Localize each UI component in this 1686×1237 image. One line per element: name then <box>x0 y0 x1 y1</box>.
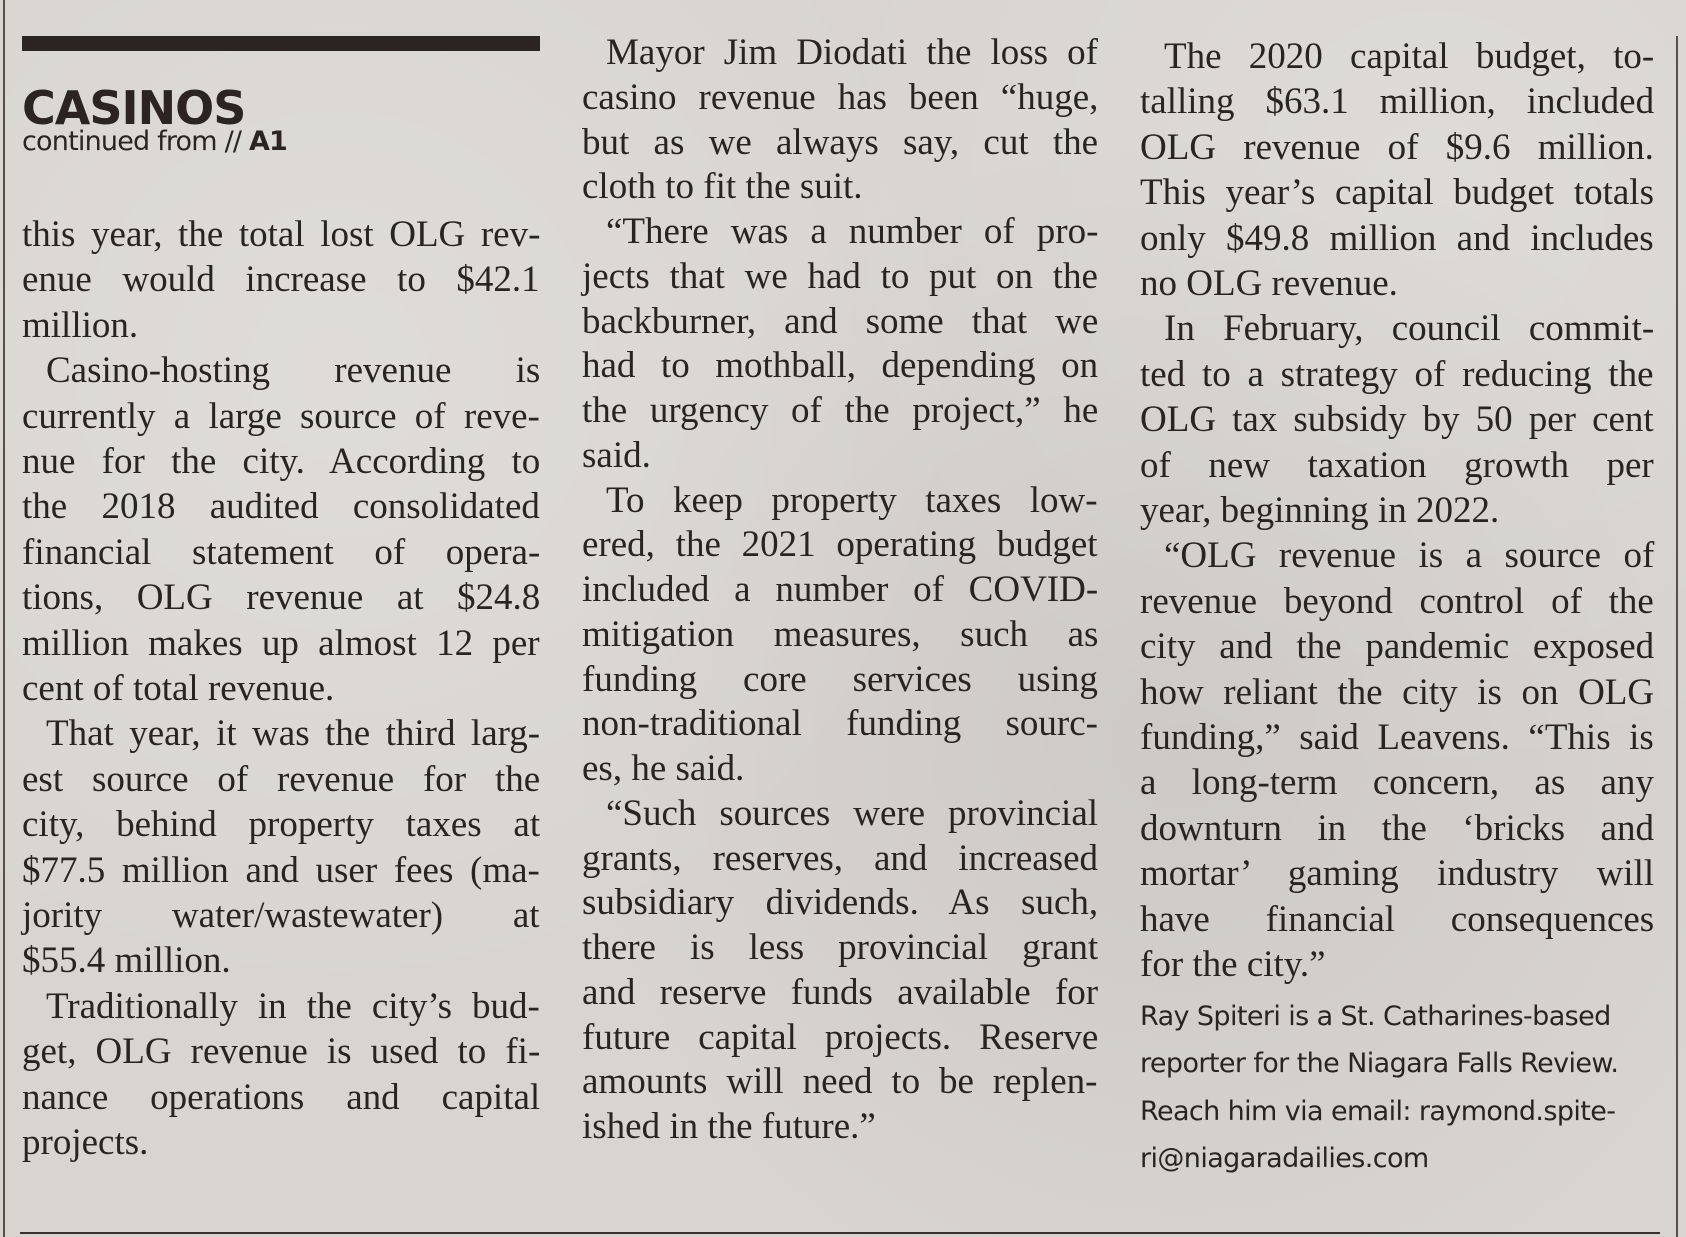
text-line <box>1140 533 1678 578</box>
text-line <box>1140 306 1678 351</box>
text-line <box>582 1059 1098 1104</box>
text-line-content: for the city.” <box>1140 944 1326 985</box>
text-line <box>22 893 540 938</box>
jump-prefix: continued from <box>22 126 217 157</box>
text-line-content: included a number of COVID- <box>582 569 1099 610</box>
text-line <box>582 433 1098 478</box>
bio-line <box>1140 1040 1654 1087</box>
text-line <box>582 1015 1098 1060</box>
text-line-content: jects that we had to put on the <box>582 255 1098 297</box>
text-line-content: “There was a number of pro- <box>606 211 1099 252</box>
text-line <box>582 970 1098 1015</box>
text-line <box>582 522 1098 567</box>
text-line <box>582 254 1098 299</box>
text-line <box>22 575 540 620</box>
text-line-content: cent of total revenue. <box>22 668 335 709</box>
bio-line <box>1140 1088 1654 1135</box>
text-line-content: projects. <box>22 1122 149 1163</box>
text-line <box>1140 670 1654 715</box>
text-line <box>22 394 540 439</box>
text-line-content: city and the pandemic exposed <box>1140 626 1655 668</box>
text-line-content: “Such sources were provincial <box>606 792 1099 834</box>
text-line <box>22 984 564 1029</box>
text-line <box>582 836 1098 881</box>
text-line-content: That year, it was the third larg- <box>46 713 541 755</box>
jump-line <box>22 124 287 160</box>
text-line <box>1140 34 1678 79</box>
text-line-content: This year’s capital budget totals <box>1140 172 1654 214</box>
text-line <box>582 164 1098 209</box>
text-line <box>22 848 540 893</box>
text-line-content: a long-term concern, as any <box>1140 762 1654 804</box>
text-line-content: nue for the city. According to <box>22 441 541 482</box>
text-line-content: said. <box>582 434 651 476</box>
right-border-rule <box>1676 36 1678 1237</box>
text-line-content: city, behind property taxes at <box>22 804 541 846</box>
text-line-content: have financial consequences <box>1140 898 1655 940</box>
text-line <box>1140 715 1654 760</box>
text-line <box>1140 397 1654 442</box>
text-line-content: ered, the 2021 operating budget <box>582 524 1098 566</box>
text-line-content: es, he said. <box>582 748 745 789</box>
text-line <box>22 711 564 756</box>
text-line-content: grants, reserves, and increased <box>582 837 1098 879</box>
text-line-content: backburner, and some that we <box>582 300 1099 342</box>
text-line-content: how reliant the city is on OLG <box>1140 671 1655 713</box>
text-line-content: there is less provincial grant <box>582 927 1099 968</box>
bottom-border-rule <box>20 1232 1660 1234</box>
text-line-content: Mayor Jim Diodati the loss of <box>606 32 1098 73</box>
text-line-content: revenue beyond control of the <box>1140 580 1654 622</box>
bio-line-content: Ray Spiteri is a St. Catharines-based <box>1140 1001 1611 1032</box>
text-line-content: and reserve funds available for <box>582 971 1099 1013</box>
text-line-content: this year, the total lost OLG rev- <box>22 214 541 255</box>
text-line <box>1140 443 1654 488</box>
text-line-content: talling $63.1 million, included <box>1140 81 1655 123</box>
text-line-content: mortar’ gaming industry will <box>1140 853 1655 895</box>
text-line-content: funding,” said Leavens. “This is <box>1140 717 1654 758</box>
text-line <box>1140 352 1654 397</box>
text-line <box>1140 488 1654 533</box>
text-line-content: funding core services using <box>582 658 1098 700</box>
text-line <box>582 925 1098 970</box>
text-line-content: To keep property taxes low- <box>606 479 1098 521</box>
text-line-content: OLG revenue of $9.6 million. <box>1140 126 1654 168</box>
text-line <box>22 1120 540 1165</box>
jump-separator: // <box>224 126 242 157</box>
text-line <box>1140 760 1654 805</box>
text-line <box>22 257 540 302</box>
text-line <box>582 478 1122 523</box>
text-line-content: financial statement of opera- <box>22 531 541 573</box>
text-line <box>22 303 540 348</box>
text-line-content: million. <box>22 304 139 346</box>
text-line <box>582 612 1098 657</box>
text-line <box>582 880 1098 925</box>
text-line <box>1140 261 1654 306</box>
text-line <box>22 757 540 802</box>
text-line <box>22 212 540 257</box>
text-line-content: the 2018 audited consolidated <box>22 486 540 528</box>
text-line-content: The 2020 capital budget, to- <box>1164 36 1655 77</box>
text-line <box>22 1075 540 1120</box>
text-line <box>582 567 1098 612</box>
text-line-content: $55.4 million. <box>22 940 231 982</box>
text-line <box>22 621 540 666</box>
left-border-rule <box>3 0 5 1237</box>
text-line <box>1140 806 1654 851</box>
bio-line-content: ri@niagaradailies.com <box>1140 1142 1429 1174</box>
text-line <box>22 439 540 484</box>
text-line-content: casino revenue has been “huge, <box>582 76 1099 118</box>
text-line <box>1140 897 1654 942</box>
text-line-content: the urgency of the project,” he <box>582 390 1099 431</box>
text-line-content: enue would increase to $42.1 <box>22 259 540 301</box>
text-line <box>1140 942 1654 987</box>
text-line-content: amounts will need to be replen- <box>582 1061 1098 1103</box>
text-line-content: but as we always say, cut the <box>582 121 1099 163</box>
text-line-content: Casino-hosting revenue is <box>46 350 541 392</box>
text-line <box>1140 79 1654 124</box>
bio-line <box>1140 993 1654 1040</box>
text-line <box>22 666 540 711</box>
text-line-content: downturn in the ‘bricks and <box>1140 807 1654 849</box>
text-line-content: of new taxation growth per <box>1140 444 1654 486</box>
text-line <box>1140 579 1654 624</box>
text-line <box>1140 624 1654 669</box>
text-line-content: only $49.8 million and includes <box>1140 217 1654 259</box>
bio-line-content: Reach him via email: raymond.spite- <box>1140 1095 1616 1127</box>
text-line-content: get, OLG revenue is used to fi- <box>22 1031 541 1073</box>
text-line <box>22 802 540 847</box>
text-line <box>22 1029 540 1074</box>
text-line-content: subsidiary dividends. As such, <box>582 882 1099 924</box>
text-line <box>22 484 540 529</box>
text-line-content: OLG tax subsidy by 50 per cent <box>1140 399 1654 441</box>
text-line-content: nance operations and capital <box>22 1076 541 1118</box>
text-line <box>582 791 1122 836</box>
text-line <box>582 209 1122 254</box>
text-line-content: mitigation measures, such as <box>582 613 1099 655</box>
text-line-content: Traditionally in the city’s bud- <box>46 985 540 1027</box>
text-line <box>22 530 540 575</box>
text-line <box>22 348 564 393</box>
text-line <box>582 657 1098 702</box>
text-line-content: non-traditional funding sourc- <box>582 703 1098 745</box>
text-line-content: ted to a strategy of reducing the <box>1140 353 1654 395</box>
section-kicker: CASINOS <box>22 81 246 135</box>
text-line <box>582 30 1122 75</box>
text-line-content: no OLG revenue. <box>1140 263 1398 304</box>
bio-line-content: reporter for the Niagara Falls Review. <box>1140 1048 1619 1080</box>
text-line <box>582 746 1098 791</box>
text-line <box>582 75 1098 120</box>
text-line <box>582 343 1098 388</box>
text-line <box>1140 851 1654 896</box>
text-line <box>1140 125 1654 170</box>
jump-page-ref: A1 <box>248 126 288 157</box>
text-line-content: had to mothball, depending on <box>582 345 1099 387</box>
text-line-content: cloth to fit the suit. <box>582 166 863 208</box>
text-line-content: $77.5 million and user fees (ma- <box>22 849 540 891</box>
text-line-content: currently a large source of reve- <box>22 395 540 437</box>
text-line <box>582 388 1098 433</box>
text-line-content: year, beginning in 2022. <box>1140 490 1500 531</box>
text-line <box>582 299 1098 344</box>
text-line-content: ished in the future.” <box>582 1106 876 1147</box>
text-line <box>582 120 1098 165</box>
bio-line <box>1140 1135 1654 1182</box>
text-line-content: In February, council commit- <box>1164 308 1655 350</box>
text-line-content: est source of revenue for the <box>22 758 541 800</box>
text-line-content: jority water/wastewater) at <box>22 895 540 936</box>
text-line <box>1140 216 1654 261</box>
text-line <box>1140 170 1654 215</box>
text-line-content: “OLG revenue is a source of <box>1164 535 1655 577</box>
text-line <box>22 938 540 983</box>
section-top-bar <box>22 36 540 51</box>
text-line-content: future capital projects. Reserve <box>582 1016 1099 1058</box>
text-line-content: million makes up almost 12 per <box>22 622 540 664</box>
text-line <box>582 1104 1098 1149</box>
text-line-content: tions, OLG revenue at $24.8 <box>22 577 541 619</box>
text-line <box>582 701 1098 746</box>
